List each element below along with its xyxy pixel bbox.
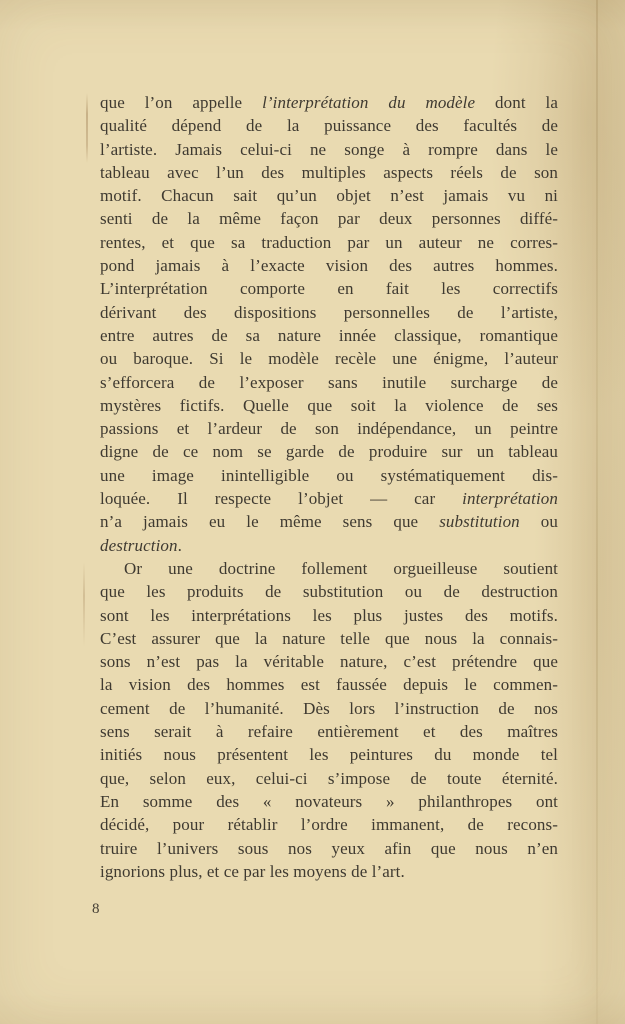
text-line	[100, 138, 558, 161]
text-line	[100, 720, 558, 743]
text-line	[100, 161, 558, 184]
body-text: Or une doctrine follement orgueilleuse soutient	[124, 558, 558, 578]
text-line	[100, 91, 558, 114]
body-text: s’efforcera de l’exposer sans inutile surcharge de	[100, 372, 558, 392]
page-number: 8	[92, 901, 100, 917]
text-line	[100, 301, 558, 324]
crease-mark-middle	[83, 562, 85, 647]
text-line	[100, 813, 558, 836]
body-text: truire l’univers sous nos yeux afin que nous n’en	[100, 838, 558, 858]
body-text: l’artiste. Jamais celui-ci ne songe à rompre dans le	[100, 139, 558, 159]
body-text: que les produits de substitution ou de destruction	[100, 582, 558, 602]
text-line	[100, 254, 558, 277]
body-text: sont les interprétations les plus justes des motifs.	[100, 605, 558, 625]
body-text: ou baroque. Si le modèle recèle une énigme, l’auteur	[100, 349, 558, 369]
text-line	[100, 324, 558, 347]
crease-mark-top	[86, 93, 88, 163]
text-line	[100, 464, 558, 487]
paragraph	[100, 557, 558, 883]
body-text: cement de l’humanité. Dès lors l’instruction de nos	[100, 698, 558, 718]
text-line	[100, 487, 558, 510]
text-line	[100, 417, 558, 440]
paragraph	[100, 91, 558, 557]
italic-text: interprétation	[462, 489, 558, 509]
text-column	[100, 91, 558, 883]
text-line	[100, 790, 558, 813]
text-line	[100, 627, 558, 650]
text-line	[100, 697, 558, 720]
body-text: décidé, pour rétablir l’ordre immanent, de recons-	[100, 815, 558, 835]
body-text: que l’on appelle	[100, 93, 263, 112]
text-line	[100, 510, 558, 533]
text-line	[100, 231, 558, 254]
body-text: dérivant des dispositions personnelles de l’artiste,	[100, 302, 558, 322]
italic-text: substitution	[439, 512, 520, 532]
body-text: rentes, et que sa traduction par un auteur ne corres-	[100, 232, 558, 252]
body-text: En somme des « novateurs » philanthropes ont	[100, 791, 558, 811]
italic-text: l’interprétation du modèle	[262, 93, 476, 112]
body-text: entre autres de sa nature innée classique, romantique	[100, 325, 558, 345]
body-text: passions et l’ardeur de son indépendance, un peintre	[100, 419, 558, 439]
body-text: motif. Chacun sait qu’un objet n’est jamais vu ni	[100, 186, 558, 206]
text-line	[100, 207, 558, 230]
text-line	[100, 347, 558, 370]
text-line	[100, 580, 558, 603]
body-text: ignorions plus, et ce par les moyens de l’art.	[100, 861, 405, 881]
body-text: loquée. Il respecte l’objet — car	[100, 489, 463, 509]
text-line	[100, 650, 558, 673]
text-line	[100, 743, 558, 766]
body-text: n’a jamais eu le même sens que	[100, 512, 440, 532]
text-line	[100, 534, 558, 557]
body-text: C’est assurer que la nature telle que nous la connais-	[100, 628, 558, 648]
body-text: mystères fictifs. Quelle que soit la violence de ses	[100, 395, 558, 415]
body-text: initiés nous présentent les peintures du monde tel	[100, 745, 558, 765]
body-text: sens serait à refaire entièrement et des maîtres	[100, 722, 558, 742]
text-line	[100, 114, 558, 137]
body-text: tableau avec l’un des multiples aspects réels de son	[100, 162, 558, 182]
body-text: qualité dépend de la puissance des facultés de	[100, 116, 558, 136]
text-line	[100, 604, 558, 627]
body-text: digne de ce nom se garde de produire sur un tableau	[100, 442, 558, 462]
text-line	[100, 184, 558, 207]
text-line	[100, 767, 558, 790]
body-text: dont la	[475, 93, 558, 112]
text-line	[100, 860, 558, 883]
body-text: que, selon eux, celui-ci s’impose de toute éternité.	[100, 768, 558, 788]
body-text: senti de la même façon par deux personnes diffé-	[100, 209, 558, 229]
page-fold-shadow	[596, 0, 598, 1024]
text-line	[100, 837, 558, 860]
body-text: ou	[519, 512, 558, 532]
text-line	[100, 673, 558, 696]
text-line	[100, 371, 558, 394]
body-text: sons n’est pas la véritable nature, c’est prétendre que	[100, 652, 558, 672]
text-line	[100, 277, 558, 300]
body-text: pond jamais à l’exacte vision des autres hommes.	[100, 256, 558, 276]
italic-text: destruction	[100, 535, 178, 555]
body-text: la vision des hommes est faussée depuis le commen-	[100, 675, 558, 695]
body-text: .	[177, 535, 182, 555]
body-text: une image inintelligible ou systématiquement dis-	[100, 465, 558, 485]
text-line	[100, 394, 558, 417]
text-line	[100, 557, 558, 580]
text-line	[100, 440, 558, 463]
body-text: L’interprétation comporte en fait les correctifs	[100, 279, 558, 299]
